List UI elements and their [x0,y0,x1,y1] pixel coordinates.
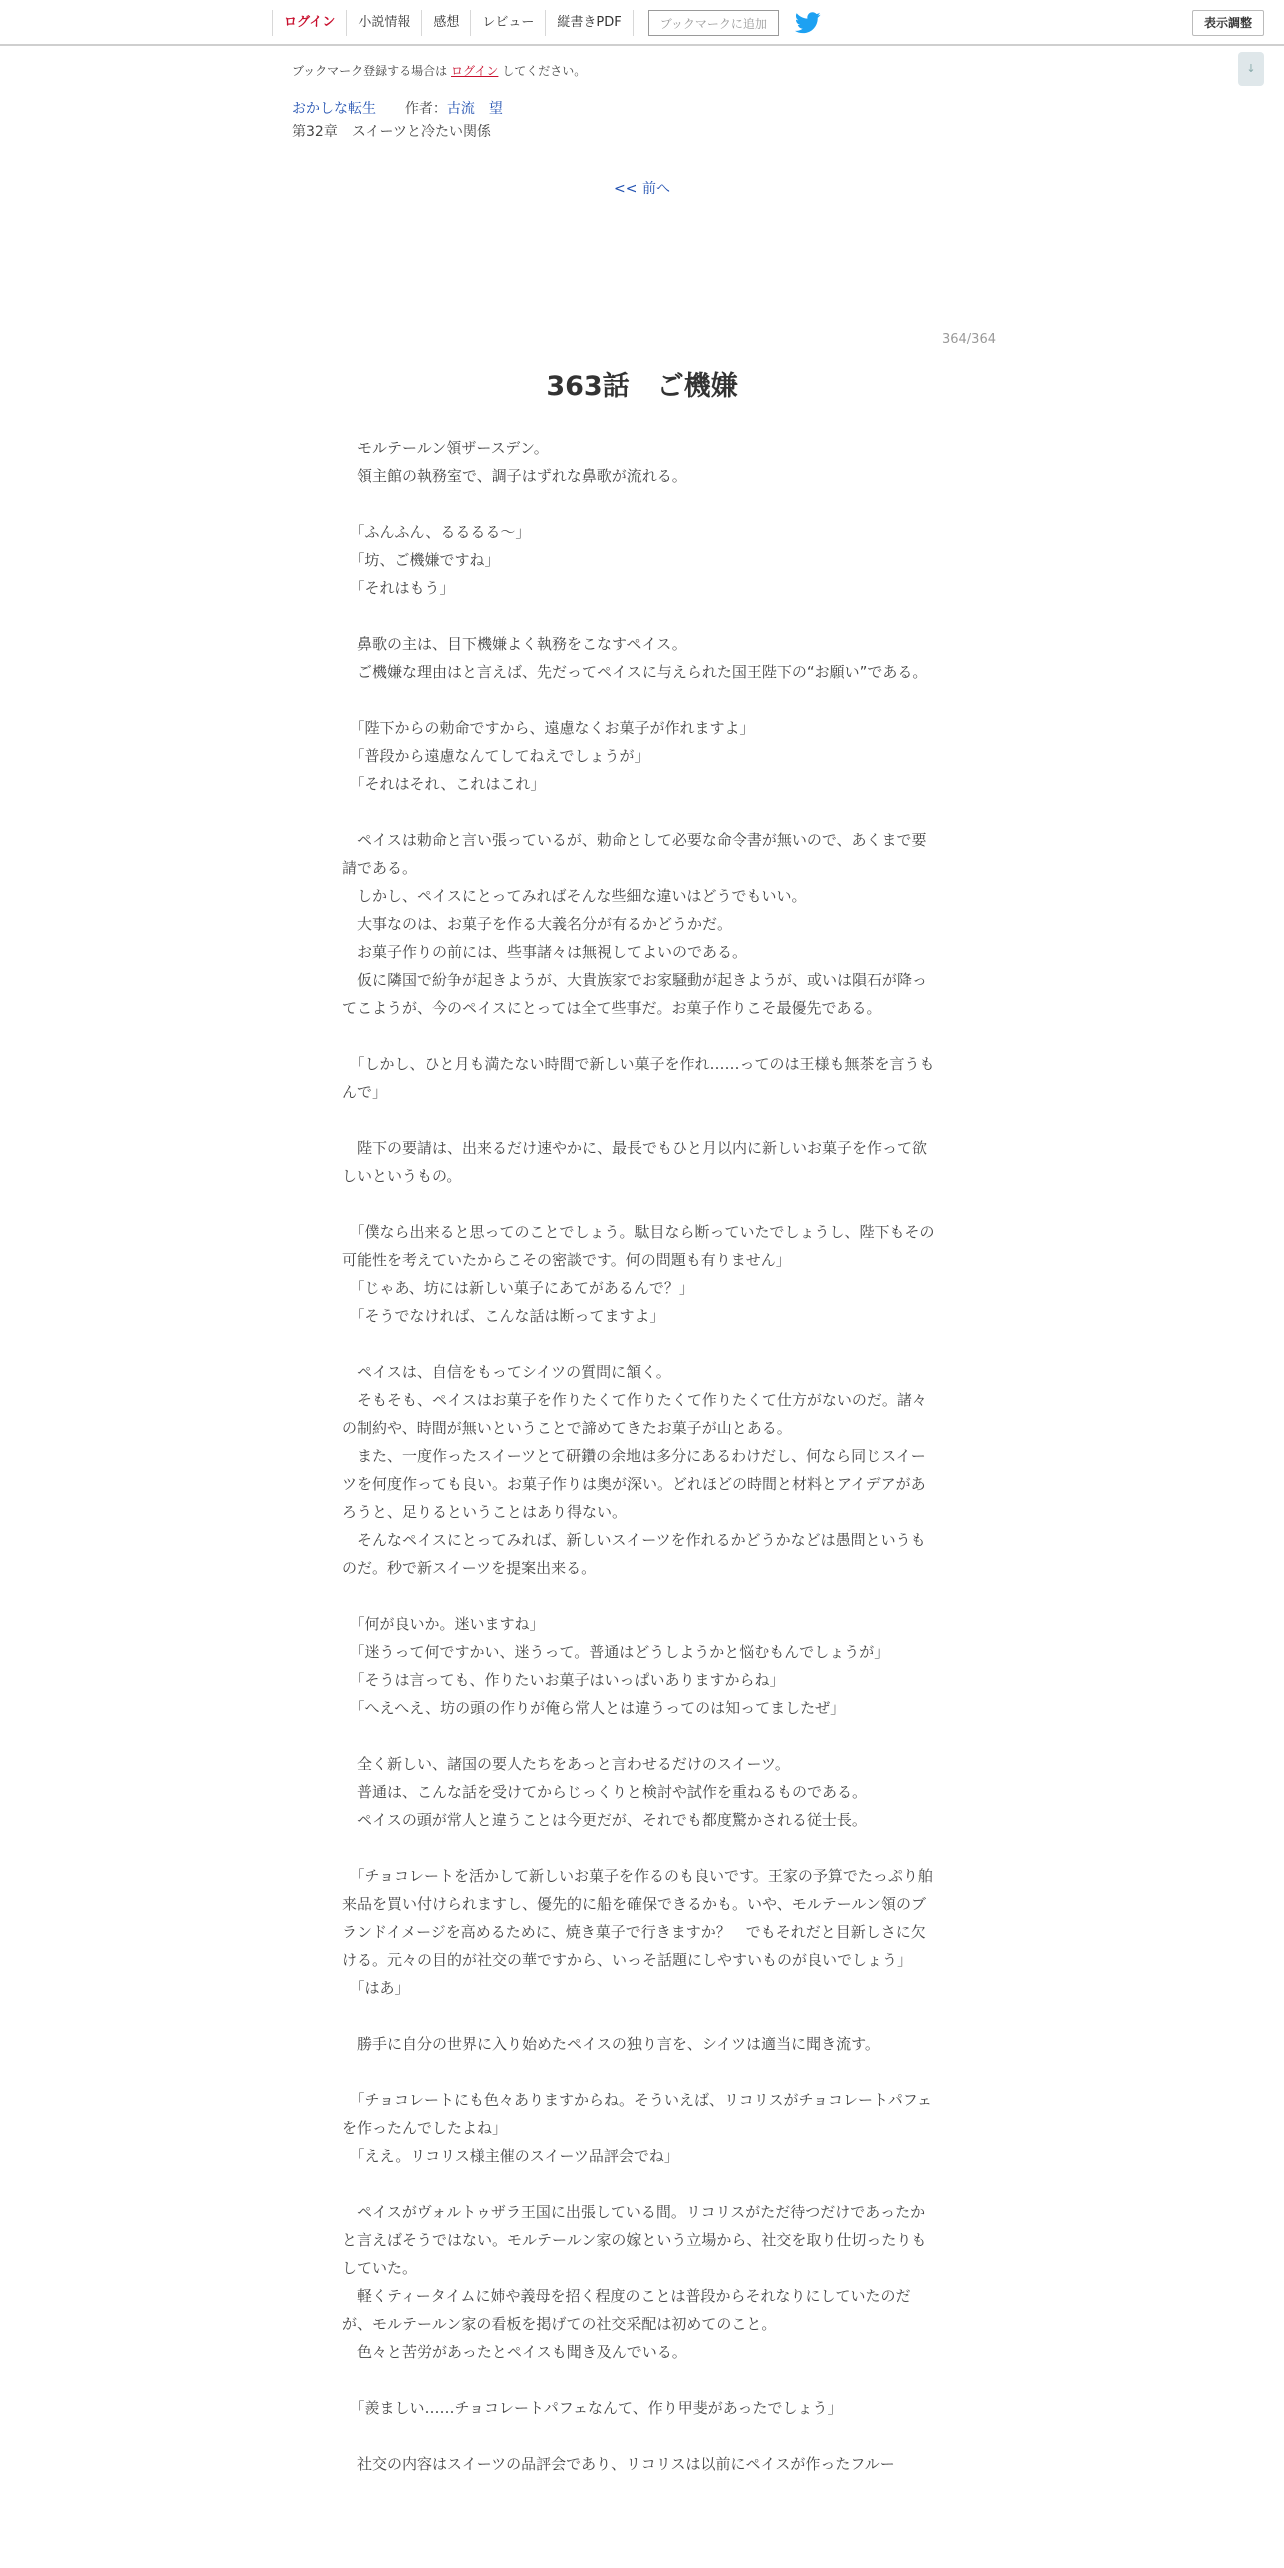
body-paragraph: 「チョコレートを活かして新しいお菓子を作るのも良いです。王家の予算でたっぷり舶来品を買い付けられますし、優先的に船を確保できるかも。いや、モルテールン領のブランドイメージを高めるために、焼き菓子で行きますか？ でもそれだと目新しさに欠ける。元々の目的が社交の華ですから、いっそ話題にしやすいものが良いでしょう」 [342,1867,933,1969]
episode-title: 363話 ご機嫌 [546,371,738,402]
body-paragraph: 全く新しい、諸国の要人たちをあっと言わせるだけのスイーツ。 [342,1755,790,1773]
body-paragraph: また、一度作ったスイーツとて研鑽の余地は多分にあるわけだし、何なら同じスイーツを何度作っても良い。お菓子作りは奥が深い。どれほどの時間と材料とアイデアがあろうと、足りるということはあり得ない。 [342,1447,926,1521]
body-paragraph: ペイスは、自信をもってシイツの質問に頷く。 [342,1363,671,1381]
prev-page-link[interactable]: << 前へ [614,181,670,197]
body-paragraph: 鼻歌の主は、目下機嫌よく執務をこなすペイス。 [342,635,687,653]
body-paragraph: 「迷うって何ですかい、迷うって。普通はどうしようかと悩むもんでしょうが」 [342,1643,890,1661]
author-link[interactable]: 古流 望 [446,101,503,117]
blank-line [342,2002,936,2030]
body-paragraph: 「坊、ご機嫌ですね」 [342,551,500,569]
author-label: 作者： [404,101,447,117]
blank-line [342,1106,936,1134]
body-paragraph: 「そうは言っても、作りたいお菓子はいっぱいありますからね」 [342,1671,785,1689]
body-paragraph: 「そうでなければ、こんな話は断ってますよ」 [342,1307,665,1325]
main-nav [272,0,821,46]
blank-line [342,1330,936,1358]
novel-body [342,434,936,2478]
notice-text-before: ブックマーク登録する場合は [292,64,448,78]
body-paragraph: ペイスは勅命と言い張っているが、勅命として必要な命令書が無いので、あくまで要請である。 [342,831,927,877]
nav-impressions-link[interactable]: 感想 [421,10,470,36]
body-paragraph: モルテールン領ザースデン。 [342,439,549,457]
notice-login-link[interactable]: ログイン [451,64,499,78]
body-paragraph: 「羨ましい……チョコレートパフェなんて、作り甲斐があったでしょう」 [342,2399,843,2417]
body-paragraph: ご機嫌な理由はと言えば、先だってペイスに与えられた国王陛下の“お願い”である。 [342,663,928,681]
nav-login-link[interactable]: ログイン [272,10,346,36]
twitter-share-button[interactable] [795,12,821,34]
body-paragraph: 「ふんふん、るるるる～」 [342,523,531,541]
bookmark-login-notice [292,62,586,79]
blank-line [342,602,936,630]
blank-line [342,2170,936,2198]
body-paragraph: ペイスの頭が常人と違うことは今更だが、それでも都度驚かされる従士長。 [342,1811,867,1829]
body-paragraph: そもそも、ペイスはお菓子を作りたくて作りたくて作りたくて仕方がないのだ。諸々の制約や、時間が無いということで諦めてきたお菓子が山とある。 [342,1391,927,1437]
blank-line [342,2366,936,2394]
body-paragraph: 大事なのは、お菓子を作る大義名分が有るかどうかだ。 [342,915,733,933]
body-paragraph: 領主館の執務室で、調子はずれな鼻歌が流れる。 [342,467,687,485]
body-paragraph: 「それはそれ、これはこれ」 [342,775,546,793]
blank-line [342,798,936,826]
episode-counter: 364/364 [941,332,996,347]
body-paragraph: 「しかし、ひと月も満たない時間で新しい菓子を作れ……ってのは王様も無茶を言うもんで」 [342,1055,935,1101]
body-paragraph: 陛下の要請は、出来るだけ速やかに、最長でもひと月以内に新しいお菓子を作って欲しいというもの。 [342,1139,928,1185]
body-paragraph: しかし、ペイスにとってみればそんな些細な違いはどうでもいい。 [342,887,807,905]
body-paragraph: 「チョコレートにも色々ありますからね。そういえば、リコリスがチョコレートパフェを作ったんでしたよね」 [342,2091,932,2137]
body-paragraph: 普通は、こんな話を受けてからじっくりと検討や試作を重ねるものである。 [342,1783,868,1801]
chapter-title: 第32章 スイーツと冷たい関係 [292,124,491,140]
body-paragraph: 「何が良いか。迷いますね」 [342,1615,545,1633]
body-paragraph: 「ええ。リコリス様主催のスイーツ品評会でね」 [342,2147,679,2165]
body-paragraph: 「じゃあ、坊には新しい菓子にあてがあるんで？」 [342,1279,694,1297]
body-paragraph: 「僕なら出来ると思ってのことでしょう。駄目なら断っていたでしょうし、陛下もその可能性を考えていたからこその密談です。何の問題も有りません」 [342,1223,935,1269]
nav-vertical-pdf-link[interactable]: 縦書きPDF [545,10,633,36]
notice-text-after: してください。 [502,64,587,78]
body-paragraph: 勝手に自分の世界に入り始めたペイスの独り言を、シイツは適当に聞き流す。 [342,2035,880,2053]
body-paragraph: 軽くティータイムに姉や義母を招く程度のことは普段からそれなりにしていたのだが、モルテールン家の看板を掲げての社交采配は初めてのこと。 [342,2287,911,2333]
body-paragraph: お菓子作りの前には、些事諸々は無視してよいのである。 [342,943,748,961]
blank-line [342,1022,936,1050]
body-paragraph: 「陛下からの勅命ですから、遠慮なくお菓子が作れますよ」 [342,719,755,737]
body-paragraph: 社交の内容はスイーツの品評会であり、リコリスは以前にペイスが作ったフルー [342,2455,895,2473]
blank-line [342,2422,936,2450]
novel-title-link[interactable]: おかしな転生 [292,101,376,117]
blank-line [342,686,936,714]
body-paragraph: 「普段から遠慮なんてしてねえでしょうが」 [342,747,650,765]
blank-line [342,1190,936,1218]
twitter-bird-icon [795,12,821,34]
body-paragraph: 「それはもう」 [342,579,455,597]
nav-novel-info-link[interactable]: 小説情報 [346,10,421,36]
body-paragraph: そんなペイスにとってみれば、新しいスイーツを作れるかどうかなどは愚問というものだ。秒で新スイーツを提案出来る。 [342,1531,926,1577]
top-navigation-bar [0,0,1284,46]
blank-line [342,1722,936,1750]
blank-line [342,490,936,518]
add-bookmark-button[interactable]: ブックマークに追加 [648,10,779,36]
blank-line [342,1582,936,1610]
nav-review-link[interactable]: レビュー [470,10,545,36]
novel-meta [292,98,503,118]
body-paragraph: 「はあ」 [342,1979,410,1997]
body-paragraph: ペイスがヴォルトゥザラ王国に出張している間。リコリスがただ待つだけであったかと言えばそうではない。モルテールン家の嫁という立場から、社交を取り仕切ったりもしていた。 [342,2203,927,2277]
blank-line [342,2058,936,2086]
body-paragraph: 色々と苦労があったとペイスも聞き及んでいる。 [342,2343,687,2361]
scroll-down-handle[interactable]: ↓ [1238,52,1264,86]
body-paragraph: 仮に隣国で紛争が起きようが、大貴族家でお家騒動が起きようが、或いは隕石が降ってこようが、今のペイスにとっては全て些事だ。お菓子作りこそ最優先である。 [342,971,928,1017]
body-paragraph: 「へえへえ、坊の頭の作りが俺ら常人とは違うってのは知ってましたぜ」 [342,1699,846,1717]
blank-line [342,1834,936,1862]
prev-page-container [0,178,1284,198]
display-settings-button[interactable]: 表示調整 [1192,10,1264,36]
